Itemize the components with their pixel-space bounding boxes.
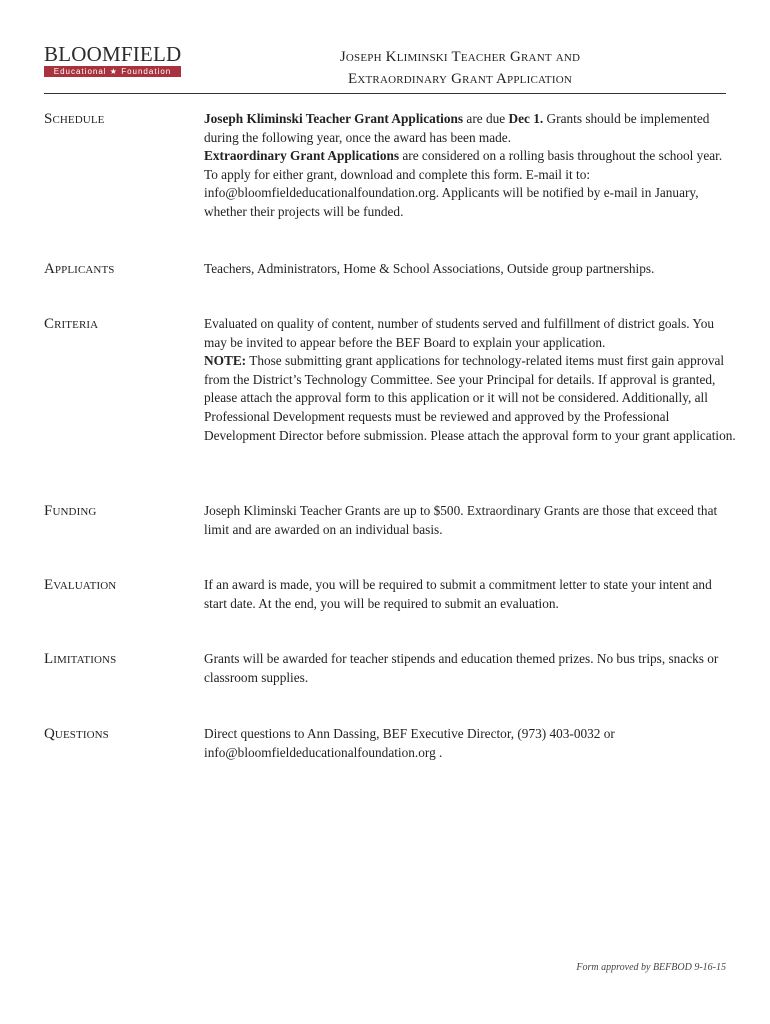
section-label-evaluation: Evaluation (44, 577, 117, 593)
logo-tagline-bar: Educational ★ Foundation (44, 66, 181, 77)
section-label-limitations: Limitations (44, 651, 117, 667)
section-label-criteria: Criteria (44, 316, 99, 332)
criteria-text-part-2: Those submitting grant applications for technology-related items must first gain approval from the District’s Technology Committee. See your Principal for details. If approval is granted, please attach the approval form to this application or it will not be considered. Additionally, all Professional Development requests must be reviewed and approved by the Professional Development Director before submission. Please attach the approval form to your grant application. (204, 353, 736, 443)
schedule-text-part-3: are considered on a rolling basis throughout the school year. To apply for either grant, download and complete this form. E-mail it to: info@bloomfieldeducationalfoundation.org. Applicants will be notified by e-mail in January, whether their projects will be funded. (204, 148, 723, 219)
section-text-funding: Joseph Kliminski Teacher Grants are up to $500. Extraordinary Grants are those that exceed that limit and are awarded on an individual basis. (204, 503, 718, 537)
section-label-applicants: Applicants (44, 261, 115, 277)
section-text-schedule (204, 110, 736, 222)
header-divider (44, 93, 726, 94)
kliminski-due-heading: Joseph Kliminski Teacher Grant Applications (204, 111, 464, 126)
section-text-criteria (204, 315, 736, 445)
section-label-funding: Funding (44, 503, 97, 519)
section-text-limitations: Grants will be awarded for teacher stipends and education themed prizes. No bus trips, snacks or classroom supplies. (204, 651, 719, 685)
logo-wordmark: BLOOMFIELD (44, 42, 182, 66)
section-text-applicants: Teachers, Administrators, Home & School Associations, Outside group partnerships. (204, 261, 655, 276)
extraordinary-heading: Extraordinary Grant Applications (204, 148, 400, 164)
form-title (180, 46, 740, 90)
section-label-questions: Questions (44, 726, 109, 742)
section-text-evaluation: If an award is made, you will be required to submit a commitment letter to state your intent and start date. At the end, you will be required to submit an evaluation. (204, 577, 712, 611)
bloomfield-logo (44, 44, 184, 77)
form-title-line-1: Joseph Kliminski Teacher Grant and (339, 49, 581, 65)
schedule-text-part-2: Grants should be implemented during the following year, once the award has been made. (204, 111, 710, 145)
schedule-text-part-1: are due (463, 111, 509, 126)
criteria-note-label: NOTE: (204, 353, 247, 369)
form-title-line-2: Extraordinary Grant Application (348, 71, 572, 87)
section-text-questions: Direct questions to Ann Dassing, BEF Executive Director, (973) 403-0032 or info@bloomfieldeducationalfoundation.org . (204, 726, 615, 760)
form-approval-note: Form approved by BEFBOD 9-16-15 (576, 962, 726, 973)
due-date: Dec 1. (508, 111, 544, 126)
section-label-schedule: Schedule (44, 111, 105, 127)
criteria-text-part-1: Evaluated on quality of content, number of students served and fulfillment of district goals. You may be invited to appear before the BEF Board to explain your application. (204, 316, 714, 350)
